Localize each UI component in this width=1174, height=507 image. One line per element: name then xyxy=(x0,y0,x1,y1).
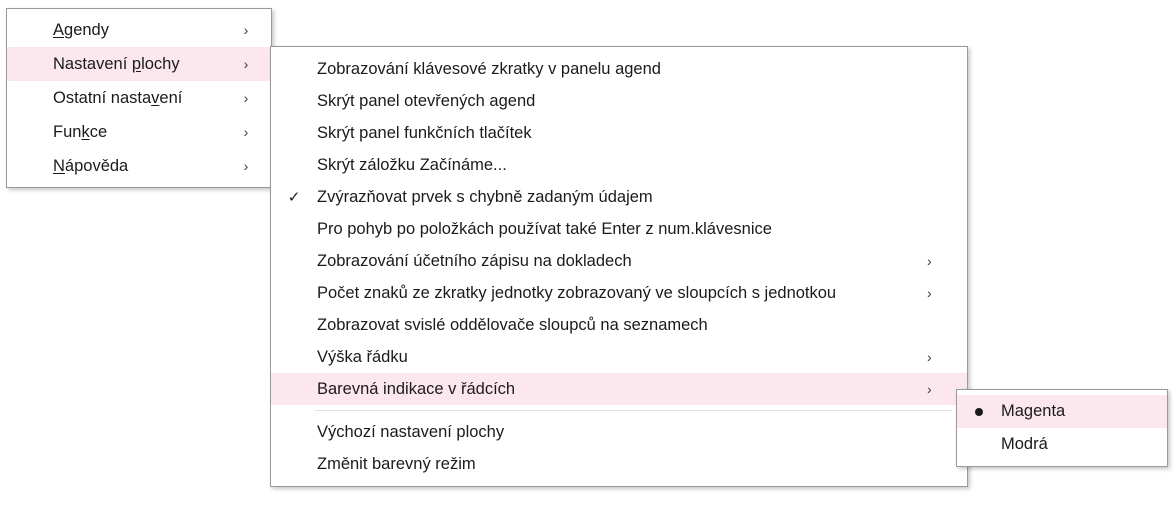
menu-item-label: Barevná indikace v řádcích xyxy=(317,379,516,398)
chevron-right-icon: › xyxy=(927,253,932,269)
menu-item-color-modra[interactable] xyxy=(957,428,1167,461)
color-indication-submenu xyxy=(956,389,1168,467)
chevron-right-icon: › xyxy=(243,90,249,106)
menu-item-change-color-mode[interactable] xyxy=(271,448,967,480)
menu-item-napoveda[interactable] xyxy=(7,149,271,183)
menu-item-label: Agendy xyxy=(53,20,109,39)
menu-item-row-height[interactable] xyxy=(271,341,967,373)
menu-item-label: Zobrazování klávesové zkratky v panelu agend xyxy=(317,59,661,78)
menu-item-label: Skrýt panel funkčních tlačítek xyxy=(317,123,532,142)
menu-item-ostatni-nastaveni[interactable] xyxy=(7,81,271,115)
menu-item-label: Výchozí nastavení plochy xyxy=(317,422,505,441)
menu-item-label: Výška řádku xyxy=(317,347,408,366)
menu-item-label: Pro pohyb po položkách používat také Enter z num.klávesnice xyxy=(317,219,772,238)
chevron-right-icon: › xyxy=(243,22,249,38)
menu-item-label: Nastavení plochy xyxy=(53,54,180,73)
menu-item-label: Zvýrazňovat prvek s chybně zadaným údajem xyxy=(317,187,653,206)
menu-item-color-magenta[interactable] xyxy=(957,395,1167,428)
menu-item-default-desktop-settings[interactable] xyxy=(271,416,967,448)
desktop-settings-submenu xyxy=(270,46,968,487)
menu-item-label: Zobrazování účetního zápisu na dokladech xyxy=(317,251,632,270)
menu-item-label: Skrýt panel otevřených agend xyxy=(317,91,536,110)
chevron-right-icon: › xyxy=(927,285,932,301)
menu-separator xyxy=(315,410,953,411)
menu-item-label: Změnit barevný režim xyxy=(317,454,476,473)
chevron-right-icon: › xyxy=(243,158,249,174)
menu-item-funkce[interactable] xyxy=(7,115,271,149)
chevron-right-icon: › xyxy=(927,349,932,365)
menu-item-label: Nápověda xyxy=(53,156,129,175)
menu-item-label: Funkce xyxy=(53,122,108,141)
menu-item-nastaveni-plochy[interactable] xyxy=(7,47,271,81)
menu-item-numpad-enter-navigation[interactable] xyxy=(271,213,967,245)
menu-item-label: Zobrazovat svislé oddělovače sloupců na seznamech xyxy=(317,315,708,334)
menu-item-hide-open-agendas-panel[interactable] xyxy=(271,85,967,117)
menu-item-highlight-invalid-field[interactable] xyxy=(271,181,967,213)
menu-item-label: Skrýt záložku Začínáme... xyxy=(317,155,507,174)
menu-item-label: Ostatní nastavení xyxy=(53,88,183,107)
menu-item-unit-abbrev-char-count[interactable] xyxy=(271,277,967,309)
menu-item-label: Počet znaků ze zkratky jednotky zobrazovaný ve sloupcích s jednotkou xyxy=(317,283,837,302)
radio-selected-icon xyxy=(957,404,1001,419)
chevron-right-icon: › xyxy=(243,124,249,140)
menu-item-label: Magenta xyxy=(1001,402,1066,420)
menu-item-hide-getting-started-tab[interactable] xyxy=(271,149,967,181)
menu-item-show-vertical-column-separators[interactable] xyxy=(271,309,967,341)
chevron-right-icon: › xyxy=(927,381,932,397)
main-menu xyxy=(6,8,272,188)
menu-item-color-indication-in-rows[interactable] xyxy=(271,373,967,405)
menu-item-agendy[interactable] xyxy=(7,13,271,47)
menu-item-show-shortcut-in-agenda-panel[interactable] xyxy=(271,53,967,85)
menu-item-label: Modrá xyxy=(1001,435,1048,453)
menu-item-hide-function-buttons-panel[interactable] xyxy=(271,117,967,149)
checkmark-icon: ✓ xyxy=(287,188,301,206)
chevron-right-icon: › xyxy=(243,56,249,72)
menu-item-accounting-entry-display[interactable] xyxy=(271,245,967,277)
